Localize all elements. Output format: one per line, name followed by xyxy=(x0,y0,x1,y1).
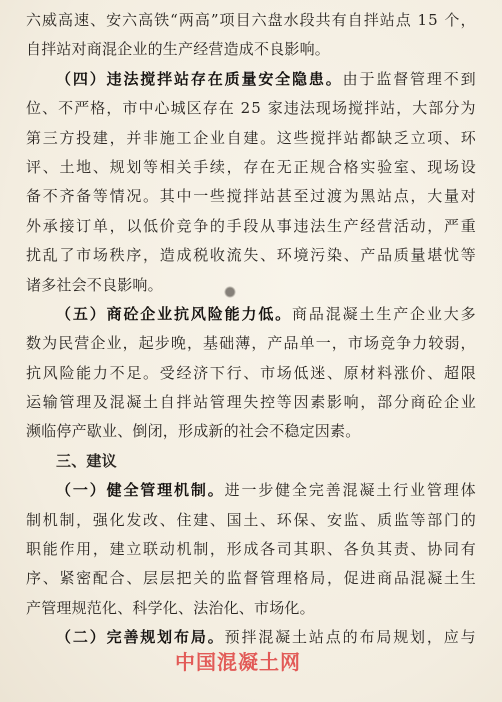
text-line xyxy=(26,594,476,623)
text-line: 运 输 管 理 及 混 凝 土 自 拌 站 管 理 失 控 等 因 素 影 响 ， 部 分 商 砼 企 业 xyxy=(26,393,476,412)
text-line: 六 威 高 速 、 安 六 高 铁 “ 两 高 ” 项 目 六 盘 水 段 共 有 自 拌 站 点 1 5 个 ， xyxy=(26,11,476,29)
body-text: 诸多社会不良影响。 xyxy=(26,275,163,294)
text-line: （ 一 ） 健 全 管 理 机 制 。 进 一 步 健 全 完 善 混 凝 土 行 业 管 理 体 xyxy=(56,481,476,500)
document-body xyxy=(26,6,476,653)
text-line: 位 、 不 严 格 ， 市 中 心 城 区 存 在 2 5 家 违 法 现 场 搅 拌 站 ， 大 部 分 为 xyxy=(26,99,476,118)
body-text: 濒临停产歇业、倒闭，形成新的社会不稳定因素。 xyxy=(26,422,361,441)
text-line: 职 能 作 用 ， 建 立 联 动 机 制 ， 形 成 各 司 其 职 、 各 负 其 责 、 协 同 有 xyxy=(26,540,476,559)
text-line: 制 机 制 ， 强 化 发 改 、 住 建 、 国 土 、 环 保 、 安 监 、 质 监 等 部 门 的 xyxy=(26,510,476,529)
text-line xyxy=(26,35,476,64)
body-text: 自拌站对商混企业的生产经营造成不良影响。 xyxy=(26,40,331,59)
body-text: 产管理规范化、科学化、法治化、市场化。 xyxy=(26,598,315,617)
section-heading: 三、建议 xyxy=(56,451,117,470)
text-line: 备 不 齐 备 等 情 况 。 其 中 一 些 搅 拌 站 甚 至 过 渡 为 黑 站 点 ， 大 量 对 xyxy=(26,187,476,206)
text-line xyxy=(26,417,476,446)
text-line: 扰 乱 了 市 场 秩 序 ， 造 成 税 收 流 失 、 环 境 污 染 、 产 品 质 量 堪 忧 等 xyxy=(26,246,476,265)
text-line: 外 承 接 订 单 ， 以 低 价 竞 争 的 手 段 从 事 违 法 生 产 经 营 活 动 ， 严 重 xyxy=(26,216,476,235)
text-line: （ 二 ） 完 善 规 划 布 局 。 预 拌 混 凝 土 站 点 的 布 局 规 划 ， 应 与 xyxy=(56,628,476,647)
text-line xyxy=(26,271,476,300)
text-line xyxy=(26,447,476,476)
text-line: 评 、 土 地 、 规 划 等 相 关 手 续 ， 存 在 无 正 规 合 格 实 验 室 、 现 场 设 xyxy=(26,157,476,176)
text-line: 抗 风 险 能 力 不 足 。 受 经 济 下 行 、 市 场 低 迷 、 原 材 料 涨 价 、 超 限 xyxy=(26,363,476,382)
text-line: 序 、 紧 密 配 合 、 层 层 把 关 的 监 督 管 理 格 局 ， 促 进 商 品 混 凝 土 生 xyxy=(26,569,476,588)
text-line: （ 五 ） 商 砼 企 业 抗 风 险 能 力 低 。 商 品 混 凝 土 生 产 企 业 大 多 xyxy=(56,304,476,323)
text-line: （ 四 ） 违 法 搅 拌 站 存 在 质 量 安 全 隐 患 。 由 于 监 督 管 理 不 到 xyxy=(56,69,476,88)
text-line: 第 三 方 投 建 ， 并 非 施 工 企 业 自 建 。 这 些 搅 拌 站 都 缺 乏 立 项 、 环 xyxy=(26,128,476,147)
site-watermark: 中国混凝土网 xyxy=(175,650,301,674)
text-line: 数 为 民 营 企 业 ， 起 步 晚 ， 基 础 薄 ， 产 品 单 一 ， 市 场 竞 争 力 较 弱 ， xyxy=(26,334,476,353)
